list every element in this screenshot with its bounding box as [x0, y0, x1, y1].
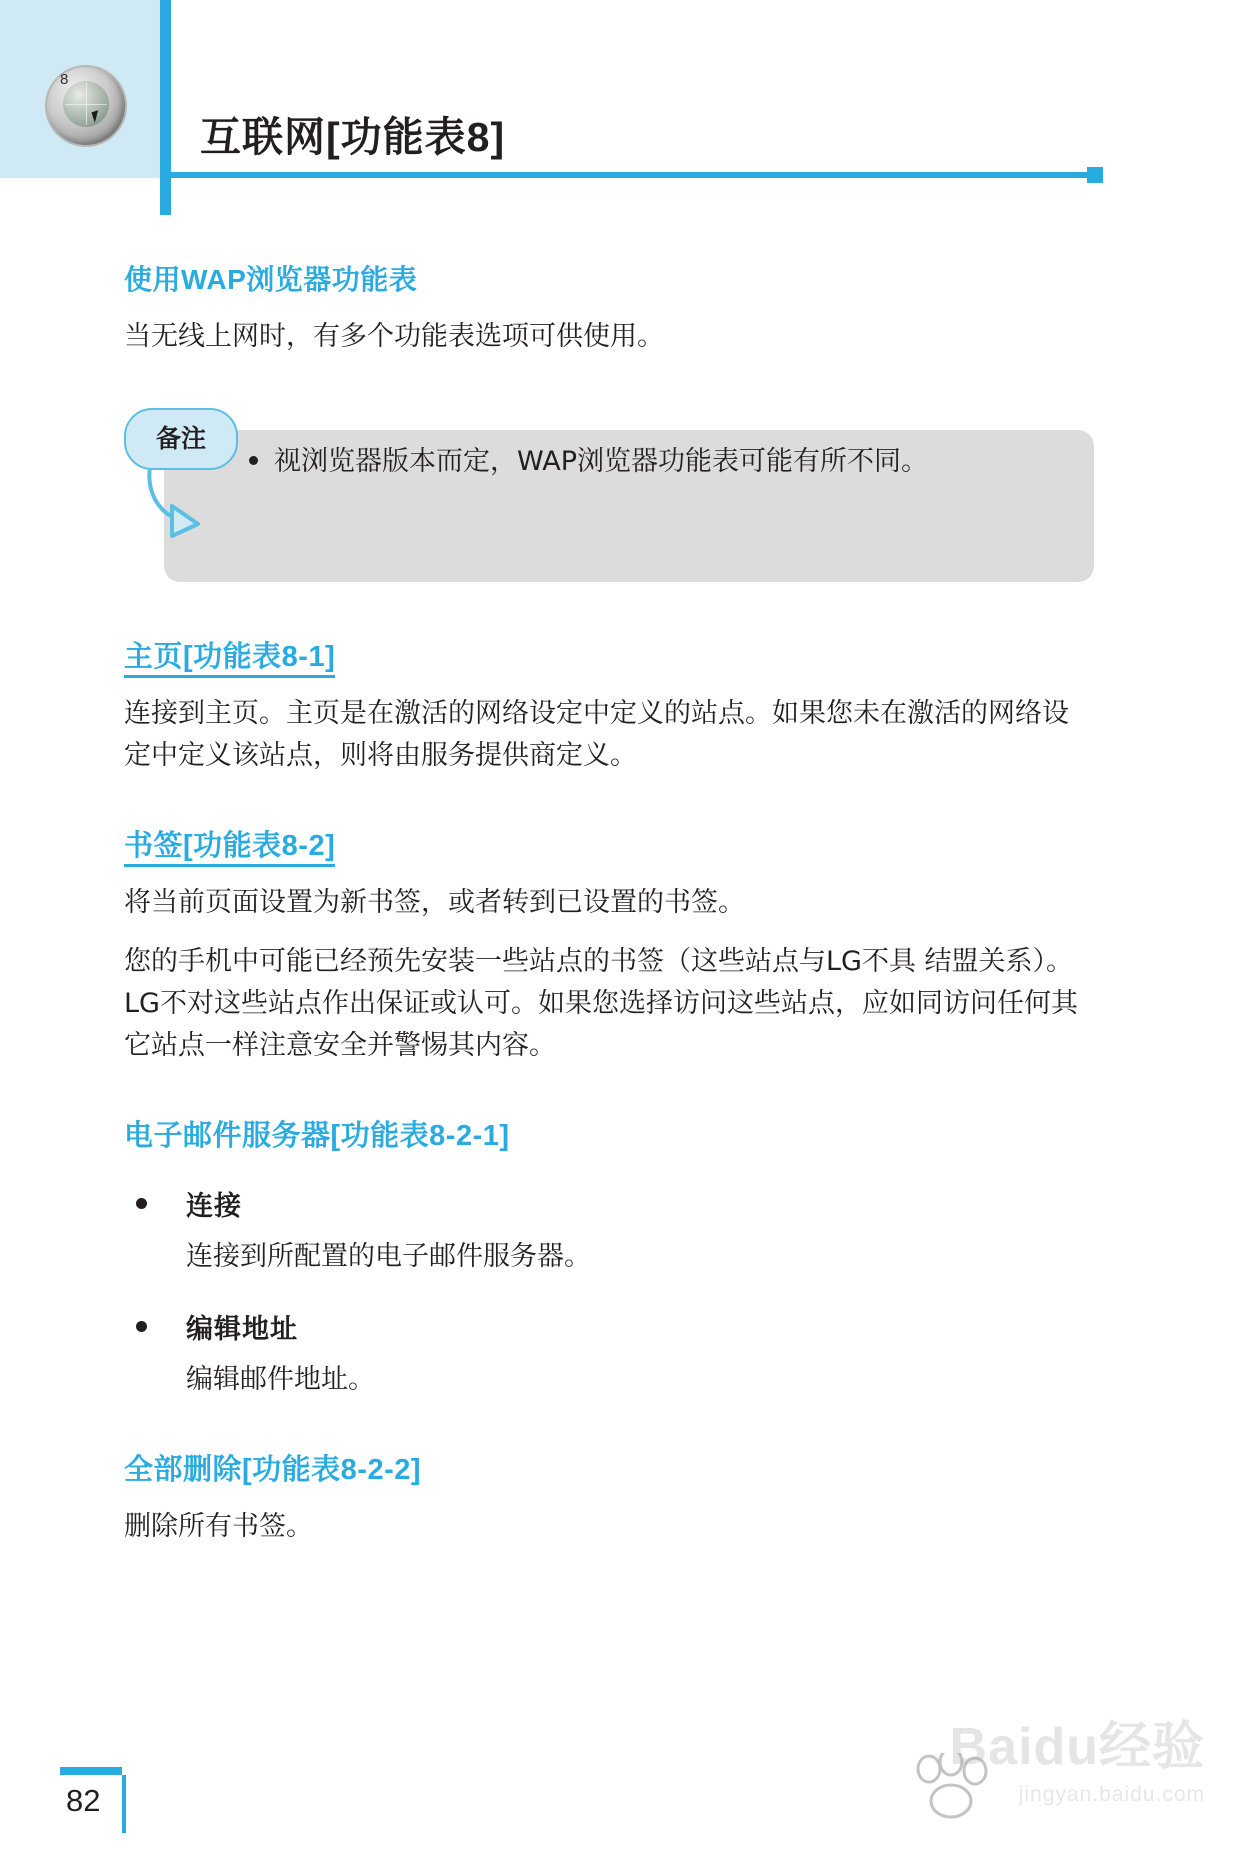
- subsection-paragraph: 连接到主页。主页是在激活的网络设定中定义的站点。如果您未在激活的网络设定中定义该站点，则将由服务提供商定义。: [124, 697, 1069, 771]
- subsection-title-text: 主页[功能表8-1]: [124, 641, 335, 678]
- watermark-title: Baidu经验: [949, 1718, 1205, 1776]
- header-vertical-bar: [160, 0, 171, 215]
- note-arrow-icon: [136, 460, 226, 538]
- subsection-email-server: [124, 1113, 1094, 1401]
- page-footer: [0, 1719, 1245, 1869]
- list-item-description: 编辑邮件地址。: [186, 1364, 375, 1396]
- chapter-number: 8: [60, 71, 69, 88]
- globe-graphic: [63, 81, 109, 127]
- watermark: [875, 1718, 1205, 1831]
- subsection-title: 电子邮件服务器[功能表8-2-1]: [124, 1119, 510, 1152]
- footer-accent-bar: [60, 1767, 122, 1775]
- subsection-title-text: 书签[功能表8-2]: [124, 830, 335, 867]
- page-content: [124, 258, 1094, 1548]
- note-bullet-dot: [249, 456, 258, 465]
- list-item: [124, 1307, 1094, 1401]
- note-badge: 备注: [124, 408, 238, 470]
- subsection-title: 全部删除[功能表8-2-2]: [124, 1453, 422, 1486]
- page-header: [0, 0, 1245, 215]
- note-callout: [124, 408, 1094, 588]
- subsection-delete-all: [124, 1447, 1094, 1548]
- list-item-description: 连接到所配置的电子邮件服务器。: [186, 1240, 591, 1272]
- section-title-wap-browser-menu: 使用WAP浏览器功能表: [124, 264, 418, 295]
- subsection-bookmarks: [124, 823, 1094, 1067]
- subsection-paragraph: 删除所有书签。: [124, 1510, 313, 1542]
- subsection-homepage: [124, 634, 1094, 777]
- page-title: 互联网[功能表8]: [200, 114, 506, 160]
- note-text: 视浏览器版本而定，WAP浏览器功能表可能有所不同。: [274, 445, 928, 477]
- watermark-url: jingyan.baidu.com: [1018, 1783, 1205, 1806]
- subsection-title: [124, 634, 1094, 675]
- subsection-title: [124, 823, 1094, 864]
- bullet-dot-icon: [136, 1321, 147, 1332]
- section-intro-text: 当无线上网时，有多个功能表选项可供使用。: [124, 321, 664, 352]
- subsection-paragraph: 您的手机中可能已经预先安装一些站点的书签（这些站点与LG不具 结盟关系）。LG不对这些站点作出保证或认可。如果您选择访问这些站点，应如同访问任何其它站点一样注意安全并警惕其内容。: [124, 946, 1078, 1062]
- subsection-paragraph: 将当前页面设置为新书签，或者转到已设置的书签。: [124, 886, 745, 918]
- header-rule-end-square: [1087, 167, 1103, 183]
- list-item-label: 连接: [186, 1190, 242, 1221]
- header-rule: [171, 172, 1096, 178]
- list-item-label: 编辑地址: [186, 1314, 298, 1345]
- page-number: 82: [66, 1783, 101, 1818]
- globe-internet-icon: [45, 65, 127, 147]
- list-item: [124, 1184, 1094, 1278]
- bullet-dot-icon: [136, 1198, 147, 1209]
